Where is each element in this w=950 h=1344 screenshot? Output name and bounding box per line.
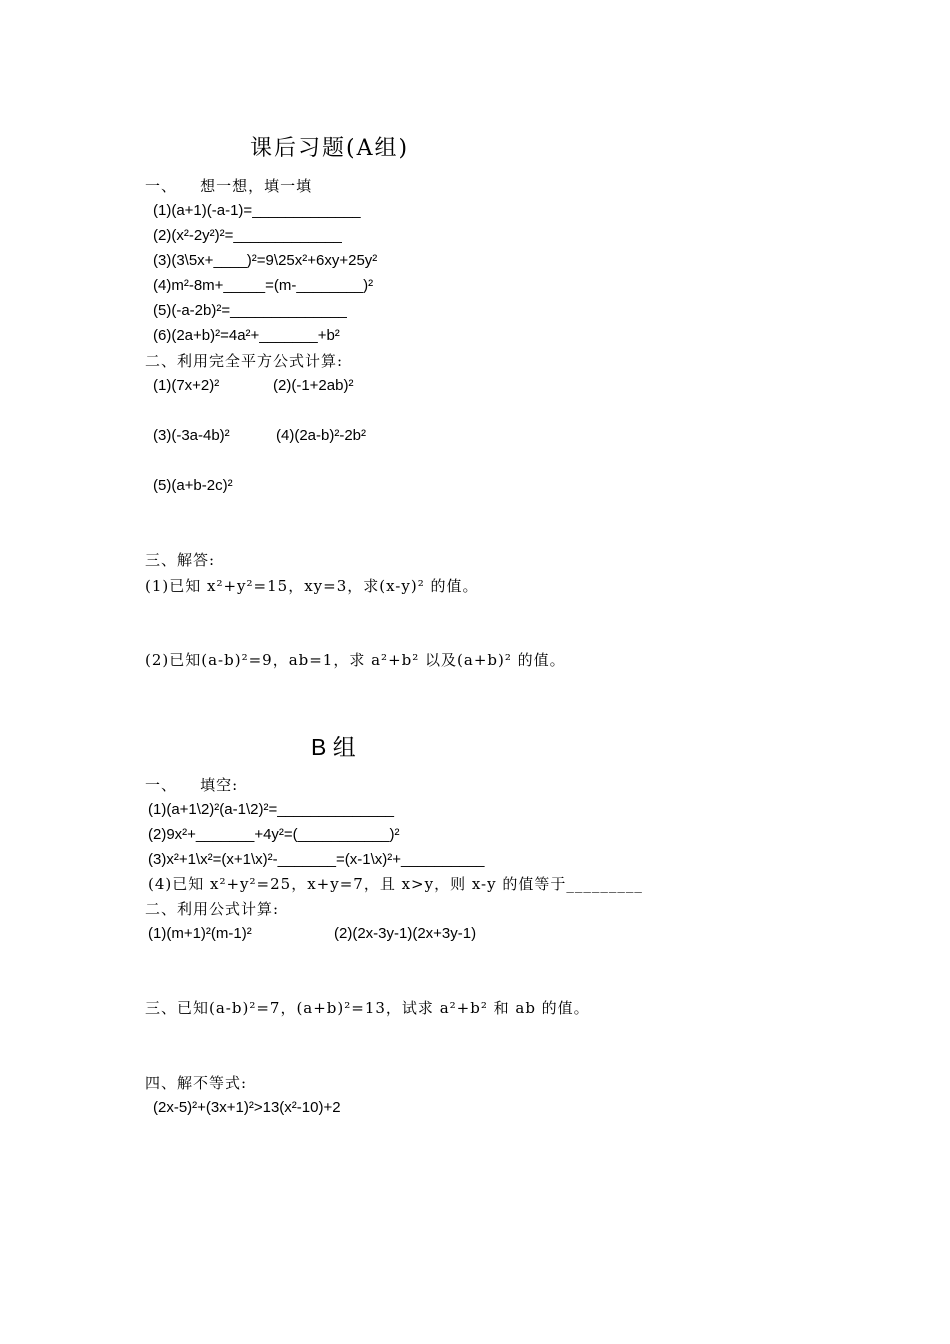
group-b-section4-heading: 四、解不等式: xyxy=(145,1074,248,1092)
group-a-fill-item-6: (6)(2a+b)²=4a²+_______+b² xyxy=(153,327,340,344)
group-a-answer-item-1: (1)已知 x²+y²=15，xy=3，求(x-y)² 的值。 xyxy=(145,577,479,595)
group-b-fill-item-1: (1)(a+1\2)²(a-1\2)²=______________ xyxy=(148,801,394,818)
group-b-fill-item-3: (3)x²+1\x²=(x+1\x)²-_______=(x-1\x)²+__________ xyxy=(148,851,485,868)
group-b-section2-heading: 二、利用公式计算: xyxy=(145,900,280,918)
group-b-fill-item-2: (2)9x²+_______+4y²=(___________)² xyxy=(148,826,400,843)
group-a-answer-item-2: (2)已知(a-b)²=9，ab=1，求 a²+b² 以及(a+b)² 的值。 xyxy=(145,651,566,669)
group-a-calc-item-1: (1)(7x+2)² xyxy=(153,377,220,394)
group-b-calc-item-2: (2)(2x-3y-1)(2x+3y-1) xyxy=(334,925,477,942)
group-b-fill-item-4: (4)已知 x²+y²=25，x+y=7，且 x>y，则 x-y 的值等于_________ xyxy=(148,875,643,893)
group-a-fill-item-4: (4)m²-8m+_____=(m-________)² xyxy=(153,277,374,294)
group-a-calc-item-3: (3)(-3a-4b)² xyxy=(153,427,230,444)
group-a-title: 课后习题(A组) xyxy=(250,136,410,161)
group-a-fill-item-5: (5)(-a-2b)²=______________ xyxy=(153,302,347,319)
group-b-section1-heading: 一、 填空: xyxy=(145,776,239,794)
group-a-calc-item-4: (4)(2a-b)²-2b² xyxy=(276,427,367,444)
group-a-section1-heading: 一、 想一想，填一填 xyxy=(145,177,313,195)
group-a-section3-heading: 三、解答: xyxy=(145,551,216,569)
group-a-calc-item-5: (5)(a+b-2c)² xyxy=(153,477,233,494)
group-b-inequality: (2x-5)²+(3x+1)²>13(x²-10)+2 xyxy=(153,1099,341,1116)
group-a-calc-item-2: (2)(-1+2ab)² xyxy=(273,377,354,394)
group-a-section2-heading: 二、利用完全平方公式计算: xyxy=(145,352,344,370)
group-b-title: B 组 xyxy=(311,734,356,760)
group-a-fill-item-3: (3)(3\5x+____)²=9\25x²+6xy+25y² xyxy=(153,252,378,269)
group-b-calc-item-1: (1)(m+1)²(m-1)² xyxy=(148,925,252,942)
group-b-section3-heading: 三、已知(a-b)²=7，(a+b)²=13，试求 a²+b² 和 ab 的值。 xyxy=(145,999,590,1017)
group-a-fill-item-2: (2)(x²-2y²)²=_____________ xyxy=(153,227,342,244)
group-a-fill-item-1: (1)(a+1)(-a-1)=_____________ xyxy=(153,202,361,219)
